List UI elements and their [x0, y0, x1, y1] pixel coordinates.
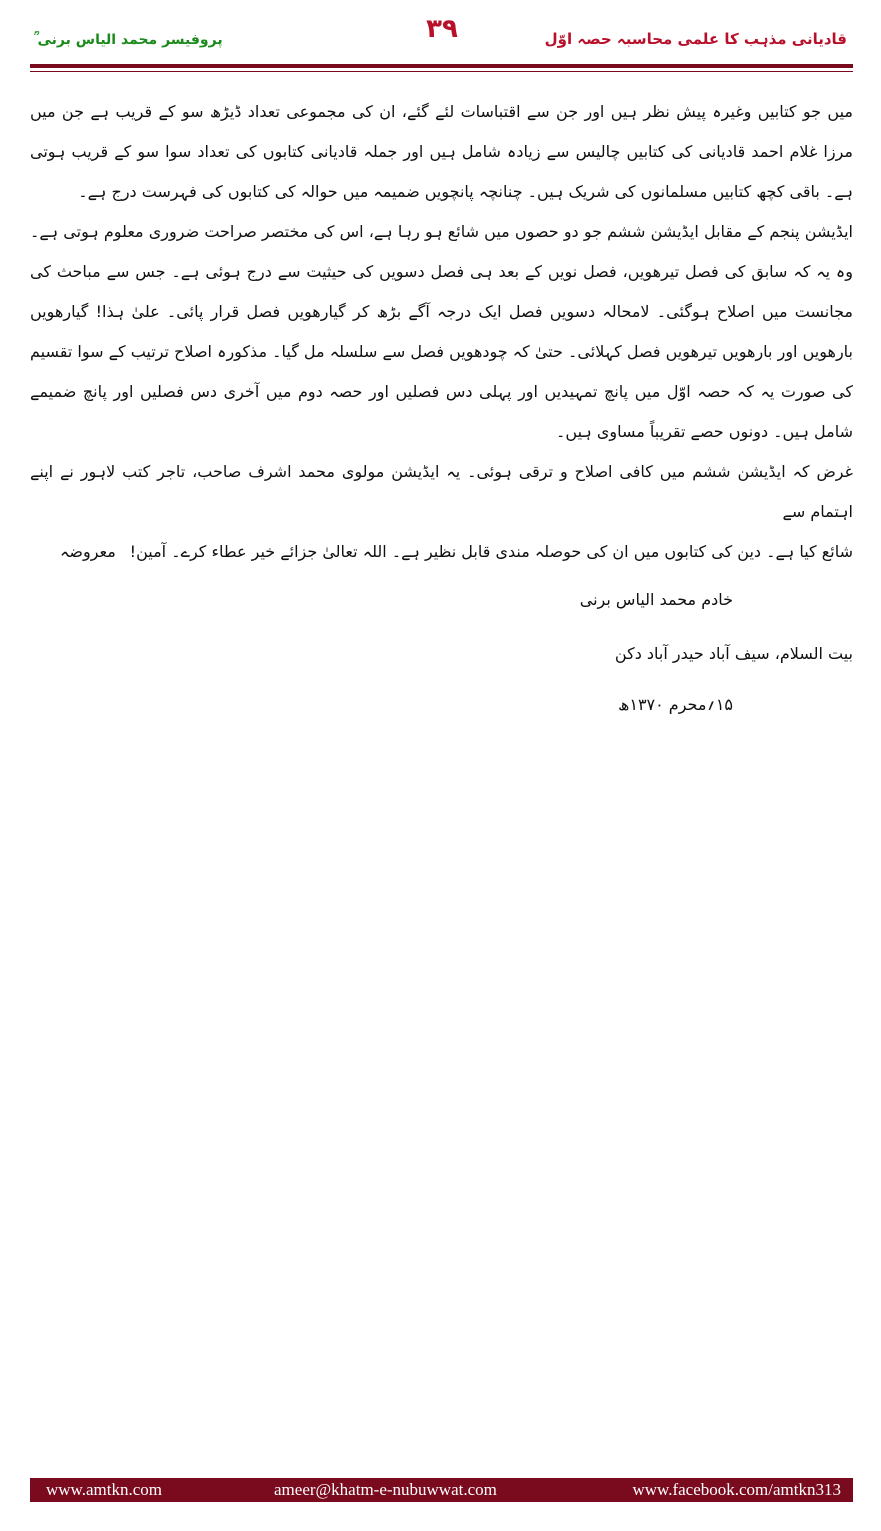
header-rule-thick	[30, 64, 853, 68]
page-body	[30, 92, 853, 730]
paragraph-publisher-last-line: شائع کیا ہے۔ دین کی کتابوں میں ان کی حوصلہ مندی قابل نظیر ہے۔ اللہ تعالیٰ جزائے خیر عطاء کرے۔ آمین!	[129, 542, 853, 561]
footer-email-link[interactable]: ameer@khatm-e-nubuwwat.com	[274, 1480, 497, 1499]
signature-name: خادم محمد الیاس برنی	[579, 590, 733, 609]
page-header	[0, 0, 881, 70]
closing-row	[30, 532, 853, 572]
paragraph-edition-changes: ایڈیشن پنجم کے مقابل ایڈیشن ششم جو دو حصوں میں شائع ہو رہا ہے، اس کی مختصر صراحت ضروری معلوم ہوتی ہے۔ وہ یہ کہ سابق کی فصل تیرھویں، فصل نویں کے بعد ہی فصل دسویں کی حیثیت سے درج ہوئی ہے۔ جس سے مباحث کی مجانست میں اصلاح ہوگئی۔ لامحالہ دسویں فصل ایک درجہ آگے بڑھ کر گیارھویں فصل قرار پائی۔ علیٰ ہذا! گیارھویں بارھویں اور بارھویں تیرھویں فصل کہلائی۔ حتیٰ کہ چودھویں فصل سے سلسلہ مل گیا۔ مذکورہ اصلاح ترتیب کے سوا تقسیم کی صورت یہ کہ حصہ اوّل میں پانچ تمہیدیں اور پہلی دس فصلیں اور حصہ دوم میں آخری دس فصلیں اور پانچ ضمیمے شامل ہیں۔ دونوں حصے تقریباً مساوی ہیں۔	[30, 222, 853, 441]
signature-place: بیت السلام، سیف آباد حیدر آباد دکن	[614, 644, 853, 663]
header-author: پروفیسر محمد الیاس برنی ؒ	[34, 32, 223, 48]
footer-website-link[interactable]: www.amtkn.com	[46, 1480, 162, 1499]
paragraph-publisher: غرض کہ ایڈیشن ششم میں کافی اصلاح و ترقی ہوئی۔ یہ ایڈیشن مولوی محمد اشرف صاحب، تاجر کتب لاہور نے اپنے اہتمام سے	[30, 462, 853, 521]
header-book-title: قادیانی مذہب کا علمی محاسبہ حصہ اوّل	[544, 30, 847, 48]
page-footer	[30, 1478, 853, 1502]
closing-submitted: معروضہ	[60, 542, 116, 561]
page-number: ۳۹	[426, 14, 458, 44]
header-rule-thin	[30, 71, 853, 72]
paragraph-books-count: میں جو کتابیں وغیرہ پیش نظر ہیں اور جن سے اقتباسات لئے گئے، ان کی مجموعی تعداد ڈیڑھ سو کے قریب ہے جن میں مرزا غلام احمد قادیانی کی کتابیں چالیس سے زیادہ شامل ہیں اور جملہ قادیانی کتابوں کی تعداد سوا سو کے قریب ہوتی ہے۔ باقی کچھ کتابیں مسلمانوں کی شریک ہیں۔ چنانچہ پانچویں ضمیمہ میں حوالہ کی کتابوں کی فہرست درج ہے۔	[30, 102, 853, 201]
signature-date: ۱۵؍محرم ۱۳۷۰ھ	[618, 695, 733, 714]
footer-facebook-link[interactable]: www.facebook.com/amtkn313	[632, 1480, 841, 1499]
